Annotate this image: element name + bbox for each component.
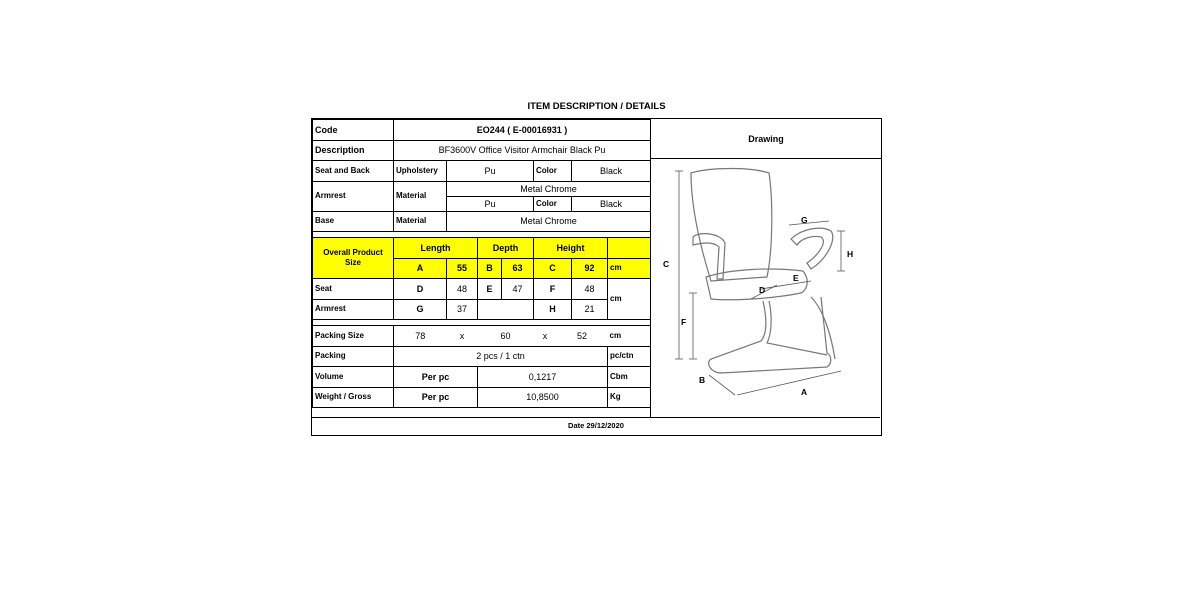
packing-value: 2 pcs / 1 ctn xyxy=(394,346,608,367)
base-row xyxy=(313,211,651,232)
dim-a-value: 55 xyxy=(447,258,478,279)
label-f: F xyxy=(681,317,687,327)
code-value: EO244 ( E-00016931 ) xyxy=(394,120,651,141)
spec-table xyxy=(312,119,651,408)
description-value: BF3600V Office Visitor Armchair Black Pu xyxy=(394,140,651,161)
packing-label: Packing xyxy=(313,346,394,367)
weight-unit: Kg xyxy=(608,387,651,408)
packing-width: 60 xyxy=(478,326,534,347)
packing-size-unit: cm xyxy=(608,326,651,347)
dim-h-value: 21 xyxy=(572,299,608,320)
dim-c-value: 92 xyxy=(572,258,608,279)
seat-dims-row xyxy=(313,279,651,300)
code-label: Code xyxy=(313,120,394,141)
armrest-upholstery: Pu xyxy=(447,196,534,211)
base-label: Base xyxy=(313,211,394,232)
armrest-color-label: Color xyxy=(534,196,572,211)
drawing-panel xyxy=(650,119,881,417)
label-b: B xyxy=(699,375,706,385)
code-row xyxy=(313,120,651,141)
dim-b-value: 63 xyxy=(502,258,534,279)
weight-label: Weight / Gross xyxy=(313,387,394,408)
label-d: D xyxy=(759,285,766,295)
seat-back-row xyxy=(313,161,651,182)
overall-size-label: Overall Product Size xyxy=(313,238,394,279)
packing-size-label: Packing Size xyxy=(313,326,394,347)
packing-x-2: x xyxy=(534,326,557,347)
armrest-row-1 xyxy=(313,181,651,196)
armrest-label: Armrest xyxy=(313,181,394,211)
armrest-material: Metal Chrome xyxy=(447,181,651,196)
dim-e-value: 47 xyxy=(502,279,534,300)
packing-unit: pc/ctn xyxy=(608,346,651,367)
dim-c-letter: C xyxy=(534,258,572,279)
weight-per: Per pc xyxy=(394,387,478,408)
date-footer: Date 29/12/2020 xyxy=(312,417,880,435)
armrest-dims-label: Armrest xyxy=(313,299,394,320)
weight-value: 10,8500 xyxy=(478,387,608,408)
seat-back-sublabel: Upholstery xyxy=(394,161,447,182)
volume-value: 0,1217 xyxy=(478,367,608,388)
dim-f-letter: F xyxy=(534,279,572,300)
base-material: Metal Chrome xyxy=(447,211,651,232)
chair-backrest xyxy=(691,169,772,282)
dim-d-value: 48 xyxy=(447,279,478,300)
length-header: Length xyxy=(394,238,478,259)
description-row xyxy=(313,140,651,161)
volume-per: Per pc xyxy=(394,367,478,388)
label-g: G xyxy=(801,215,808,225)
dim-e-letter: E xyxy=(478,279,502,300)
seat-label: Seat xyxy=(313,279,394,300)
dim-g-value: 37 xyxy=(447,299,478,320)
packing-length: 78 xyxy=(394,326,447,347)
seat-back-label: Seat and Back xyxy=(313,161,394,182)
depth-header: Depth xyxy=(478,238,534,259)
label-c: C xyxy=(663,259,670,269)
packing-x-1: x xyxy=(447,326,478,347)
weight-row xyxy=(313,387,651,408)
packing-size-row xyxy=(313,326,651,347)
description-label: Description xyxy=(313,140,394,161)
label-a: A xyxy=(801,387,808,397)
armrest-dims-row xyxy=(313,299,651,320)
volume-row xyxy=(313,367,651,388)
armrest-color: Black xyxy=(572,196,651,211)
label-h: H xyxy=(847,249,854,259)
seat-back-upholstery: Pu xyxy=(447,161,534,182)
packing-row xyxy=(313,346,651,367)
dim-b-letter: B xyxy=(478,258,502,279)
packing-height: 52 xyxy=(557,326,608,347)
chair-left-armrest xyxy=(693,234,725,279)
seat-back-color: Black xyxy=(572,161,651,182)
label-e: E xyxy=(793,273,799,283)
dim-d-letter: D xyxy=(394,279,447,300)
drawing-title: Drawing xyxy=(651,119,881,159)
chair-drawing xyxy=(651,159,880,417)
dim-f-value: 48 xyxy=(572,279,608,300)
overall-unit: cm xyxy=(608,258,651,279)
height-header: Height xyxy=(534,238,608,259)
dim-g-letter: G xyxy=(394,299,447,320)
volume-unit: Cbm xyxy=(608,367,651,388)
seat-back-color-label: Color xyxy=(534,161,572,182)
overall-head-row xyxy=(313,238,651,259)
volume-label: Volume xyxy=(313,367,394,388)
dim-a-letter: A xyxy=(394,258,447,279)
seat-unit: cm xyxy=(608,279,651,320)
dim-h-letter: H xyxy=(534,299,572,320)
document-title: ITEM DESCRIPTION / DETAILS xyxy=(527,101,666,112)
chair-right-armrest xyxy=(791,228,833,269)
item-sheet xyxy=(311,118,882,436)
armrest-sublabel: Material xyxy=(394,181,447,211)
base-sublabel: Material xyxy=(394,211,447,232)
